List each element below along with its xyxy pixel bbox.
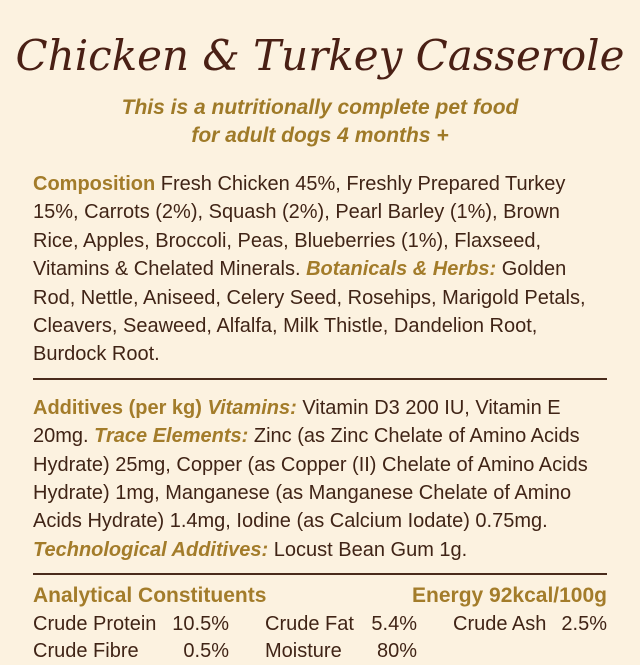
constituent-value: 10.5% bbox=[172, 613, 229, 636]
vitamins-text: Vitamin D3 200 IU, Vitamin E 20mg. bbox=[33, 396, 561, 448]
vitamins-heading: Vitamins: bbox=[207, 396, 297, 419]
table-row bbox=[33, 638, 607, 665]
analytical-header bbox=[33, 583, 607, 609]
constituent-value: 80% bbox=[376, 640, 417, 663]
section-divider-bottom bbox=[33, 573, 607, 575]
additives-heading: Additives (per kg) bbox=[33, 396, 202, 419]
trace-elements-text: Zinc (as Zinc Chelate of Amino Acids Hydrate) 25mg, Copper (as Copper (II) Chelate of Amino Acids Hydrate) 1mg, Manganese (as Manganese Chelate of Amino Acids Hydrate) 1.4mg, Iodine (as Calcium Iodate) 0.75mg. bbox=[33, 425, 588, 533]
composition-heading: Composition bbox=[33, 173, 156, 195]
subtitle-line1: This is a nutritionally complete pet food bbox=[121, 96, 519, 119]
analytical-constituents-heading: Analytical Constituents bbox=[33, 584, 267, 608]
analytical-cell-crude-ash bbox=[453, 611, 607, 638]
analytical-cell-moisture bbox=[265, 638, 417, 665]
technological-additives-text: Locust Bean Gum 1g. bbox=[273, 538, 468, 561]
composition-text: Fresh Chicken 45%, Freshly Prepared Turkey 15%, Carrots (2%), Squash (2%), Pearl Barley (1%), Brown Rice, Apples, Broccoli, Peas, Blueberries (1%), Flaxseed, Vitamins & Chelated Minerals. bbox=[33, 173, 566, 281]
table-row bbox=[33, 611, 607, 638]
constituent-label: Moisture bbox=[265, 640, 342, 663]
section-divider-top bbox=[33, 378, 607, 380]
constituent-label: Crude Fibre bbox=[33, 640, 139, 663]
constituent-label: Crude Fat bbox=[265, 613, 354, 636]
analytical-table bbox=[33, 611, 607, 665]
constituent-value: 0.5% bbox=[183, 640, 229, 663]
botanicals-herbs-heading: Botanicals & Herbs: bbox=[306, 258, 497, 281]
subtitle-line2: for adult dogs 4 months + bbox=[191, 124, 449, 147]
product-title: Chicken & Turkey Casserole bbox=[15, 31, 625, 80]
additives-section bbox=[33, 394, 607, 564]
subtitle bbox=[0, 94, 640, 150]
constituent-label: Crude Protein bbox=[33, 613, 157, 636]
analytical-cell-empty bbox=[453, 638, 607, 665]
energy-value: Energy 92kcal/100g bbox=[412, 584, 607, 608]
trace-elements-heading: Trace Elements: bbox=[94, 425, 249, 448]
analytical-cell-crude-protein bbox=[33, 611, 229, 638]
composition-section bbox=[33, 170, 607, 369]
constituent-value: 5.4% bbox=[371, 613, 417, 636]
analytical-cell-crude-fibre bbox=[33, 638, 229, 665]
botanicals-herbs-text: Golden Rod, Nettle, Aniseed, Celery Seed, Rosehips, Marigold Petals, Cleavers, Seaweed, Alfalfa, Milk Thistle, Dandelion Root, Burdock Root. bbox=[33, 258, 586, 366]
constituent-label: Crude Ash bbox=[453, 613, 547, 636]
analytical-cell-crude-fat bbox=[265, 611, 417, 638]
constituent-value: 2.5% bbox=[561, 613, 607, 636]
technological-additives-heading: Technological Additives: bbox=[33, 538, 269, 561]
